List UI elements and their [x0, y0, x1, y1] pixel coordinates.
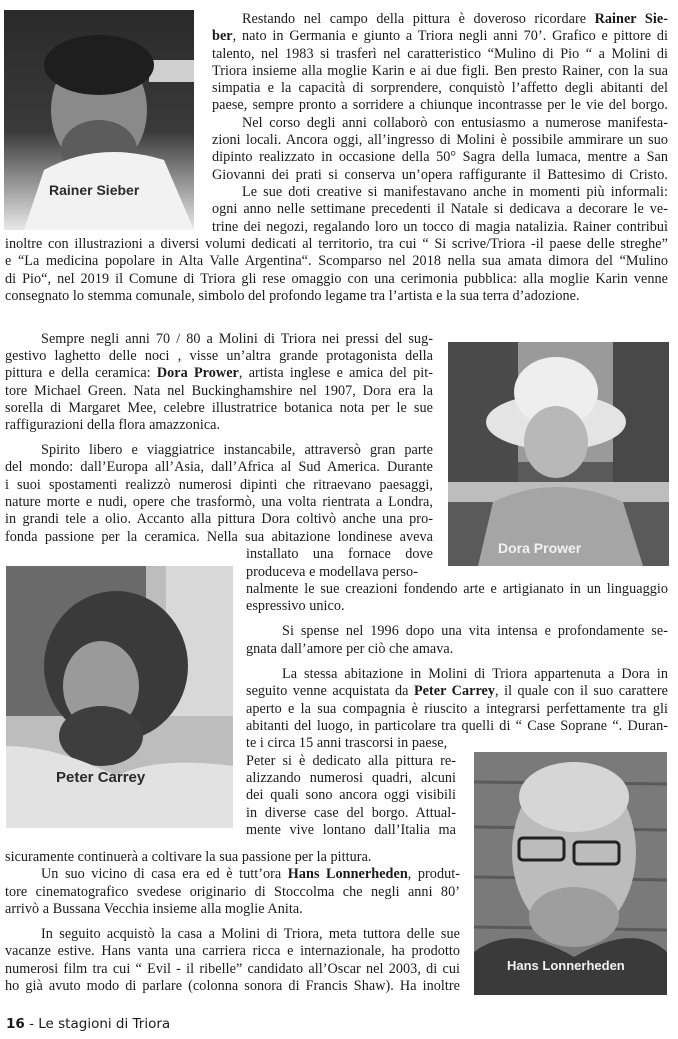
text-line-content: Triora insieme alla moglie Karin e ai due figli. Ben presto Rainer, con la sua — [212, 63, 668, 79]
photo-caption-dora: Dora Prower — [498, 540, 582, 556]
text-line-content: La stessa abitazione in Molini di Triora appartenuta a Dora in — [282, 666, 668, 682]
text-line — [41, 331, 433, 348]
text-line-content: zioni locali. Ancora oggi, all’ingresso di Molini è possibile ammirare un suo — [212, 132, 668, 148]
page-number: 16 — [6, 1016, 25, 1032]
text-line — [212, 28, 668, 45]
text-line — [5, 288, 668, 305]
text-line-content: consegnato lo stemma comunale, simbolo del profondo legame tra l’artista e la sua terra d’adozione. — [5, 288, 580, 304]
text-line-content: dipinto realizzato in occasione della 50° Sagra della lumaca, mentre a San — [212, 149, 668, 165]
text-line-content: e “La medicina popolare in Alta Valle Argentina“. Scomparso nel 2018 nella sua amata dimora del “Mulino — [5, 253, 668, 269]
text-line — [41, 442, 433, 459]
text-line-content: paese, sempre pronto a sorridere a chiunque incontrasse per le vie del borgo. — [212, 97, 668, 113]
text-line — [246, 564, 433, 581]
text-line — [41, 866, 460, 883]
text-line-content: gnata dall’amore per ciò che amava. — [246, 641, 454, 657]
text-line — [282, 623, 668, 640]
text-line-content: sicuramente continuerà a coltivare la sua passione per la pittura. — [5, 849, 372, 865]
text-line — [282, 666, 668, 683]
page-footer — [6, 1016, 170, 1032]
text-line — [212, 219, 668, 236]
text-line — [5, 348, 433, 365]
text-line — [5, 529, 433, 546]
text-line — [212, 80, 668, 97]
text-line — [212, 201, 668, 218]
text-line — [5, 417, 433, 434]
text-line-content: tore cinematografico svedese originario di Stoccolma che negli anni 80’ — [5, 884, 460, 900]
text-line-content: aperto e la sua compagnia è riuscito a integrarsi perfettamente tra gli — [246, 701, 668, 717]
text-line-content: raffigurazioni della flora amazzonica. — [5, 417, 221, 433]
text-line-content: , il quale con il suo carattere — [495, 683, 668, 699]
text-line-content: Un suo vicino di casa era ed è tutt’ora — [41, 866, 288, 882]
text-line-content: i suoi spostamenti realizzò numerosi dipinti che ritraevano paesaggi, — [5, 477, 433, 493]
text-line — [5, 365, 433, 382]
text-line — [5, 383, 433, 400]
photo-caption-rainer: Rainer Sieber — [49, 182, 140, 198]
text-line — [212, 132, 668, 149]
text-line-content: dei quali sono ancora oggi visibili — [246, 787, 456, 803]
photo-dora-prower — [448, 342, 669, 566]
text-line — [5, 901, 460, 918]
footer-separator: - — [24, 1016, 39, 1032]
text-line — [5, 400, 433, 417]
text-line-content: trine dei negozi, regalando loro un tocco di magia natalizia. Rainer contribuì — [212, 219, 668, 235]
text-line — [212, 149, 668, 166]
person-name: Rainer Sie- — [594, 11, 668, 27]
text-line — [5, 961, 460, 978]
text-line-content: fonda passione per la ceramica. Nella sua abitazione londinese aveva — [5, 529, 433, 545]
text-line-content: Sempre negli anni 70 / 80 a Molini di Triora nei pressi del sug- — [41, 331, 433, 347]
text-line-content: ho già avuto modo di parlare (colonna sonora di Francis Shaw). Ha inoltre — [5, 978, 460, 994]
text-line — [5, 271, 668, 288]
text-line — [5, 849, 460, 866]
text-line — [242, 11, 668, 28]
text-line — [242, 115, 668, 132]
text-line — [246, 546, 433, 563]
text-line — [212, 167, 668, 184]
text-line — [246, 805, 456, 822]
text-line-content: numerosi film tra cui “ Evil - il ribelle” candidato all’Oscar nel 2003, di cui — [5, 961, 460, 977]
text-line — [5, 253, 668, 270]
person-name: Peter Carrey — [413, 683, 496, 699]
text-line-content: produceva e modellava perso- — [246, 564, 418, 580]
text-line-content: pittura e della ceramica: — [5, 365, 157, 381]
person-name: ber — [212, 28, 233, 44]
text-line — [212, 97, 668, 114]
text-line-content: Spirito libero e viaggiatrice instancabile, attraversò gran parte — [41, 442, 433, 458]
text-line — [5, 978, 460, 995]
text-line-content: ogni anno nelle settimane precedenti il Natale si dedicava a decorare le ve- — [212, 201, 668, 217]
text-line — [41, 926, 460, 943]
text-line-content: Peter si è dedicato alla pittura re- — [246, 753, 456, 769]
text-line-content: in grandi tele a olio. Accanto alla pittura Dora coltivò anche una pro- — [5, 511, 433, 527]
text-line-content: , artista inglese e amica del pit- — [238, 365, 433, 381]
text-line-content: abitanti del luogo, in particolare tra quelli di “ Case Soprane “. Duran- — [246, 718, 668, 734]
text-line-content: , produt- — [407, 866, 460, 882]
text-line — [246, 822, 456, 839]
text-line-content: sorella di Margaret Mee, celebre illustratrice botanica nota per le sue — [5, 400, 433, 416]
text-line — [246, 598, 668, 615]
text-line-content: Giovanni dei prati si conserva un’opera raffigurante il Battesimo di Cristo. — [212, 167, 668, 183]
text-line — [212, 46, 668, 63]
text-line — [5, 494, 433, 511]
text-line-content: alizzando numerosi quadri, alcuni — [246, 770, 456, 786]
text-line-content: Si spense nel 1996 dopo una vita intensa e profondamente se- — [282, 623, 668, 639]
text-line — [246, 701, 668, 718]
text-line — [246, 641, 668, 658]
text-line-content: Nel corso degli anni collaborò con entusiasmo a numerose manifesta- — [242, 115, 668, 131]
text-line — [246, 787, 456, 804]
text-line — [246, 753, 456, 770]
text-line — [246, 735, 456, 752]
text-line-content: mente vive lontano dall’Italia ma — [246, 822, 456, 838]
text-line-content: arrivò a Bussana Vecchia insieme alla moglie Anita. — [5, 901, 303, 917]
text-line — [212, 63, 668, 80]
text-line-content: Restando nel campo della pittura è doveroso ricordare — [242, 11, 595, 27]
text-line — [246, 581, 668, 598]
text-line-content: del mondo: dall’Europa all’Asia, dall’Africa al Sud America. Durante — [5, 459, 433, 475]
text-line — [246, 683, 668, 700]
text-line — [5, 884, 460, 901]
text-line-content: tore Michael Green. Nata nel Buckinghamshire nel 1907, Dora era la — [5, 383, 433, 399]
text-line — [5, 459, 433, 476]
text-line-content: gestivo laghetto delle noci , visse un’altra grande protagonista della — [5, 348, 433, 364]
text-line-content: inoltre con illustrazioni a diversi volumi dedicati al territorio, tra cui “ Si scrive/Triora -il paese delle streghe” — [5, 236, 668, 252]
text-line — [246, 770, 456, 787]
text-line-content: installato una fornace dove — [246, 546, 433, 562]
publication-title: Le stagioni di Triora — [38, 1016, 171, 1032]
text-line-content: In seguito acquistò la casa a Molini di Triora, meta tuttora delle sue — [41, 926, 460, 942]
text-line — [242, 184, 668, 201]
text-line-content: , nato in Germania e giunto a Triora negli anni 70’. Grafico e pittore di — [232, 28, 668, 44]
photo-hans-lonnerheden — [474, 752, 667, 995]
text-line-content: seguito venne acquistata da — [246, 683, 414, 699]
text-line — [5, 236, 668, 253]
person-name: Dora Prower — [156, 365, 239, 381]
text-line — [246, 718, 668, 735]
text-line-content: nalmente le sue creazioni fondendo arte e artigianato in un linguaggio — [246, 581, 668, 597]
text-line-content: di Pio“, nel 2019 il Comune di Triora gli rese omaggio con una cerimonia pubblica: alla moglie Karin venne — [5, 271, 668, 287]
photo-peter-carrey — [6, 566, 233, 828]
text-line-content: talento, nel 1983 si trasferì nel caratteristico “Mulino di Pio “ a Molini di — [212, 46, 668, 62]
text-line-content: simpatia e la capacità di sorprendere, conquistò l’affetto degli abitanti del — [212, 80, 668, 96]
text-line — [5, 943, 460, 960]
text-line-content: espressivo unico. — [246, 598, 345, 614]
text-line-content: Le sue doti creative si manifestavano anche in momenti più informali: — [242, 184, 668, 200]
photo-caption-hans: Hans Lonnerheden — [507, 958, 625, 973]
text-line-content: vacanze estive. Hans vanta una carriera ricca e internazionale, ha prodotto — [5, 943, 460, 959]
text-line — [5, 477, 433, 494]
text-line — [5, 511, 433, 528]
photo-rainer-sieber — [4, 10, 194, 230]
photo-caption-peter: Peter Carrey — [56, 769, 146, 786]
text-line-content: in diverse case del borgo. Attual- — [246, 805, 456, 821]
text-line-content: nature morte e nudi, opere che trasformò, una volta rientrata a Londra, — [5, 494, 433, 510]
person-name: Hans Lonnerheden — [287, 866, 408, 882]
text-line-content: te i circa 15 anni trascorsi in paese, — [246, 735, 448, 751]
